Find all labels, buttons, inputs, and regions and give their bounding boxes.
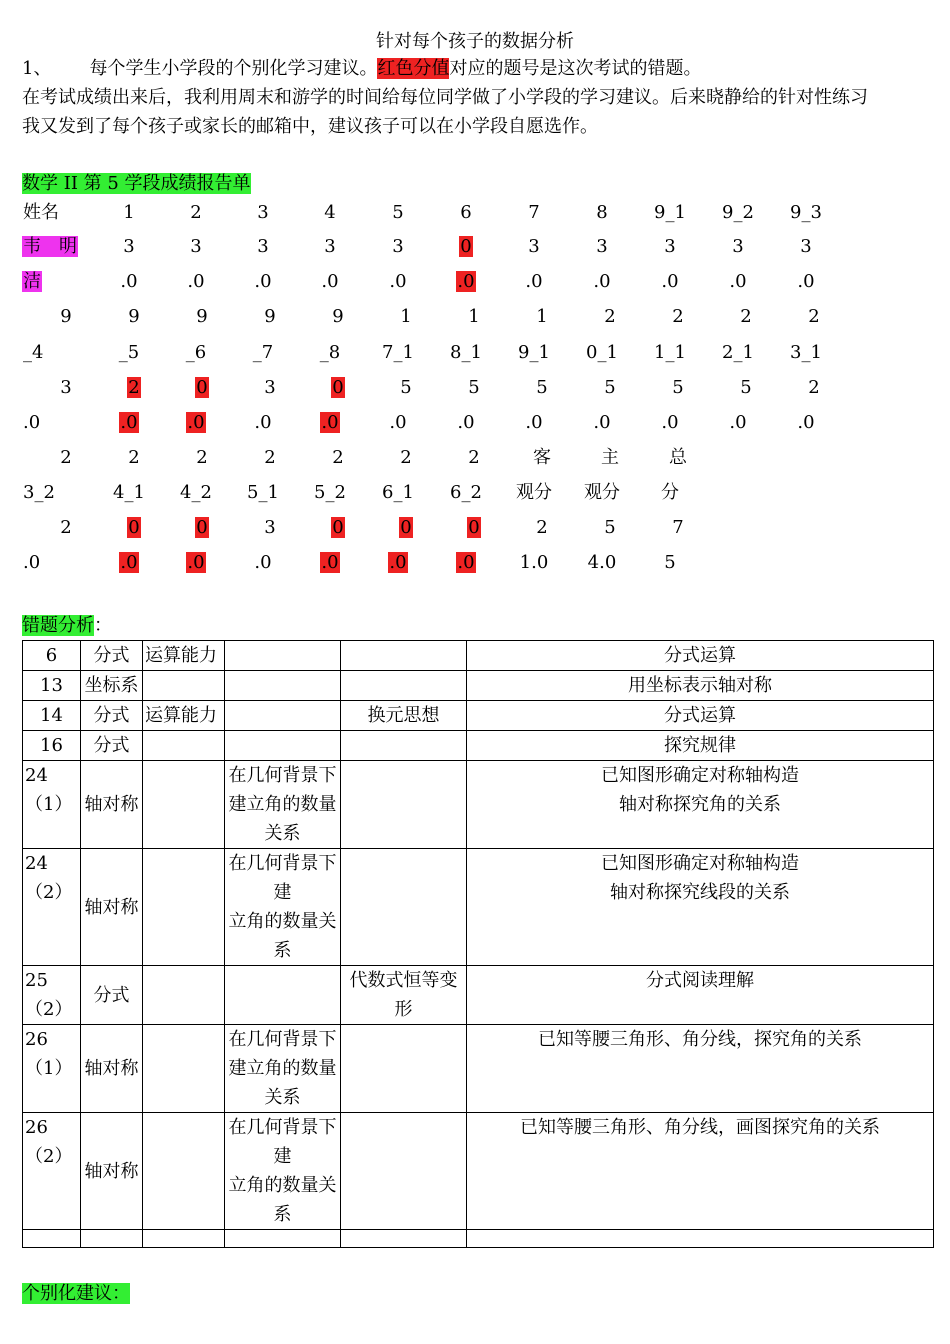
score-cell: 0 bbox=[468, 517, 480, 538]
score-cell: 5 bbox=[604, 377, 616, 398]
score-cell: 2 bbox=[190, 202, 202, 223]
score-cell: 1_1 bbox=[654, 342, 686, 363]
score-cell: _6 bbox=[185, 342, 207, 363]
error-cell bbox=[341, 1113, 467, 1230]
error-cell bbox=[225, 731, 341, 761]
error-cell: 探究规律 bbox=[467, 731, 934, 761]
score-cell: 5 bbox=[672, 377, 684, 398]
intro-line-2: 在考试成绩出来后，我利用周末和游学的时间给每位同学做了小学段的学习建议。后来晓静给的针对性练习 bbox=[22, 87, 868, 108]
error-cell: 分式阅读理解 bbox=[467, 966, 934, 1025]
score-cell: 2 bbox=[264, 447, 276, 468]
score-cell: 3 bbox=[264, 517, 276, 538]
score-cell: 2 bbox=[60, 447, 72, 468]
score-cell: 9 bbox=[128, 306, 140, 327]
score-cell: .0 bbox=[120, 412, 138, 433]
intro-line-1 bbox=[22, 57, 701, 81]
error-cell bbox=[143, 1113, 225, 1230]
score-cell: 6_1 bbox=[382, 482, 414, 503]
score-cell: .0 bbox=[661, 271, 679, 292]
error-row bbox=[23, 1230, 934, 1248]
individual-advice-heading: 个别化建议： bbox=[22, 1283, 130, 1304]
score-cell: 3 bbox=[264, 377, 276, 398]
score-cell: 3 bbox=[324, 236, 336, 257]
score-cell: 9 bbox=[264, 306, 276, 327]
score-cell: 韦 明 bbox=[23, 236, 77, 257]
red-score-label: 红色分值 bbox=[377, 58, 450, 79]
score-cell: 1 bbox=[468, 306, 480, 327]
score-cell: 9 bbox=[332, 306, 344, 327]
score-cell: .0 bbox=[457, 412, 475, 433]
score-cell: 5_1 bbox=[247, 482, 279, 503]
score-cell: 5_2 bbox=[314, 482, 346, 503]
error-cell: 轴对称 bbox=[81, 761, 143, 849]
error-cell bbox=[467, 1230, 934, 1248]
score-cell: .0 bbox=[321, 271, 339, 292]
score-cell: 总 bbox=[669, 447, 687, 468]
error-row bbox=[23, 671, 934, 701]
score-cell: 9_3 bbox=[790, 202, 822, 223]
score-cell: 0 bbox=[196, 517, 208, 538]
score-cell: 0 bbox=[332, 377, 344, 398]
intro-number: 1、 bbox=[22, 58, 52, 79]
error-cell: 轴对称 bbox=[81, 849, 143, 966]
score-cell: 2 bbox=[808, 306, 820, 327]
error-cell: 14 bbox=[23, 701, 81, 731]
error-cell: 6 bbox=[23, 641, 81, 671]
score-cell: 观分 bbox=[516, 482, 552, 503]
error-cell: 已知图形确定对称轴构造 轴对称探究角的关系 bbox=[467, 761, 934, 849]
error-analysis-table bbox=[22, 640, 934, 1248]
error-cell: 已知等腰三角形、角分线，画图探究角的关系 bbox=[467, 1113, 934, 1230]
error-cell: 用坐标表示轴对称 bbox=[467, 671, 934, 701]
score-cell: .0 bbox=[525, 271, 543, 292]
score-cell: 3 bbox=[190, 236, 202, 257]
score-cell: _5 bbox=[118, 342, 140, 363]
error-cell: 分式 bbox=[81, 701, 143, 731]
score-cell: .0 bbox=[729, 412, 747, 433]
score-cell: 6 bbox=[460, 202, 472, 223]
error-row bbox=[23, 731, 934, 761]
score-cell: 3 bbox=[732, 236, 744, 257]
score-cell: 2 bbox=[128, 447, 140, 468]
error-cell: 16 bbox=[23, 731, 81, 761]
error-cell bbox=[143, 1230, 225, 1248]
error-cell bbox=[225, 1230, 341, 1248]
error-row bbox=[23, 966, 934, 1025]
score-cell: 5 bbox=[392, 202, 404, 223]
error-cell: 在几何背景下建立角的数量关系 bbox=[225, 761, 341, 849]
error-cell bbox=[143, 849, 225, 966]
error-cell: 24（1） bbox=[23, 761, 81, 849]
error-cell: 24（2） bbox=[23, 849, 81, 966]
score-cell: 3 bbox=[392, 236, 404, 257]
error-cell: 轴对称 bbox=[81, 1025, 143, 1113]
error-cell bbox=[341, 1025, 467, 1113]
score-cell: 洁 bbox=[23, 271, 41, 292]
error-cell bbox=[341, 849, 467, 966]
score-cell: .0 bbox=[187, 271, 205, 292]
score-cell: 5 bbox=[400, 377, 412, 398]
error-cell bbox=[143, 731, 225, 761]
error-cell: 分式 bbox=[81, 641, 143, 671]
score-cell: 3 bbox=[60, 377, 72, 398]
score-cell: 9_2 bbox=[722, 202, 754, 223]
score-cell: .0 bbox=[321, 552, 339, 573]
score-cell: 4.0 bbox=[587, 552, 617, 573]
error-cell: 26（2） bbox=[23, 1113, 81, 1230]
score-cell: 7_1 bbox=[382, 342, 414, 363]
intro-line-3: 我又发到了每个孩子或家长的邮箱中，建议孩子可以在小学段自愿选作。 bbox=[22, 116, 598, 137]
score-cell: .0 bbox=[661, 412, 679, 433]
score-cell: 3 bbox=[800, 236, 812, 257]
error-row bbox=[23, 1025, 934, 1113]
error-cell bbox=[143, 966, 225, 1025]
score-cell: 4 bbox=[324, 202, 336, 223]
error-row bbox=[23, 1113, 934, 1230]
score-cell: .0 bbox=[389, 271, 407, 292]
score-cell: .0 bbox=[457, 271, 475, 292]
score-cell: .0 bbox=[389, 552, 407, 573]
error-cell bbox=[341, 641, 467, 671]
error-cell bbox=[225, 701, 341, 731]
score-cell: 3 bbox=[123, 236, 135, 257]
score-cell: 主 bbox=[601, 447, 619, 468]
score-cell: 8 bbox=[596, 202, 608, 223]
error-row bbox=[23, 761, 934, 849]
score-cell: 0 bbox=[400, 517, 412, 538]
score-cell: 8_1 bbox=[450, 342, 482, 363]
score-cell: 2 bbox=[808, 377, 820, 398]
score-cell: .0 bbox=[254, 271, 272, 292]
error-cell: 代数式恒等变形 bbox=[341, 966, 467, 1025]
score-cell: 2 bbox=[128, 377, 140, 398]
error-cell bbox=[341, 731, 467, 761]
score-cell: _8 bbox=[319, 342, 341, 363]
error-cell bbox=[341, 671, 467, 701]
score-cell: .0 bbox=[593, 271, 611, 292]
score-cell: 2 bbox=[332, 447, 344, 468]
score-cell: 3 bbox=[257, 236, 269, 257]
score-cell: 分 bbox=[661, 482, 679, 503]
score-cell: .0 bbox=[187, 412, 205, 433]
error-cell bbox=[225, 641, 341, 671]
score-cell: 7 bbox=[672, 517, 684, 538]
score-cell: 2 bbox=[604, 306, 616, 327]
score-cell: 9 bbox=[60, 306, 72, 327]
error-row bbox=[23, 701, 934, 731]
error-cell bbox=[225, 671, 341, 701]
error-cell: 在几何背景下建立角的数量关系 bbox=[225, 1025, 341, 1113]
score-cell: 0 bbox=[460, 236, 472, 257]
score-cell: 3_1 bbox=[790, 342, 822, 363]
score-cell: 1 bbox=[536, 306, 548, 327]
error-cell: 分式运算 bbox=[467, 641, 934, 671]
score-cell: 5 bbox=[468, 377, 480, 398]
error-analysis-heading: 错题分析： bbox=[22, 615, 112, 636]
score-cell: 9 bbox=[196, 306, 208, 327]
error-cell bbox=[81, 1230, 143, 1248]
score-cell: 2 bbox=[672, 306, 684, 327]
error-cell bbox=[143, 1025, 225, 1113]
error-cell bbox=[225, 966, 341, 1025]
score-cell: 2 bbox=[400, 447, 412, 468]
error-cell bbox=[143, 671, 225, 701]
score-cell: 4_1 bbox=[113, 482, 145, 503]
score-cell: 4_2 bbox=[180, 482, 212, 503]
score-cell: 0_1 bbox=[586, 342, 618, 363]
score-cell: 客 bbox=[533, 447, 551, 468]
score-cell: 1 bbox=[400, 306, 412, 327]
score-cell: 2 bbox=[740, 306, 752, 327]
score-cell: 观分 bbox=[584, 482, 620, 503]
error-cell: 运算能力 bbox=[143, 701, 225, 731]
score-cell: .0 bbox=[389, 412, 407, 433]
score-cell: .0 bbox=[457, 552, 475, 573]
score-cell: 3 bbox=[596, 236, 608, 257]
score-cell: .0 bbox=[120, 271, 138, 292]
score-cell: 2 bbox=[60, 517, 72, 538]
score-cell: 2 bbox=[468, 447, 480, 468]
score-cell: 1.0 bbox=[519, 552, 549, 573]
error-row bbox=[23, 849, 934, 966]
error-cell: 25（2） bbox=[23, 966, 81, 1025]
error-cell: 运算能力 bbox=[143, 641, 225, 671]
score-cell: 2_1 bbox=[722, 342, 754, 363]
report-title: 数学 II 第 5 学段成绩报告单 bbox=[22, 173, 251, 194]
error-cell: 13 bbox=[23, 671, 81, 701]
score-cell: _4 bbox=[23, 342, 44, 363]
page-title: 针对每个孩子的数据分析 bbox=[376, 31, 574, 52]
error-cell bbox=[23, 1230, 81, 1248]
score-cell: 0 bbox=[196, 377, 208, 398]
score-cell: .0 bbox=[254, 412, 272, 433]
error-cell: 轴对称 bbox=[81, 1113, 143, 1230]
error-cell: 分式 bbox=[81, 966, 143, 1025]
score-cell: 2 bbox=[536, 517, 548, 538]
score-cell: .0 bbox=[23, 412, 41, 433]
score-cell: 9_1 bbox=[518, 342, 550, 363]
error-cell: 在几何背景下建 立角的数量关系 bbox=[225, 849, 341, 966]
score-cell: 3 bbox=[528, 236, 540, 257]
intro-text: 每个学生小学段的个别化学习建议。 bbox=[89, 58, 378, 79]
score-cell: 0 bbox=[128, 517, 140, 538]
score-cell: .0 bbox=[797, 271, 815, 292]
score-cell: .0 bbox=[593, 412, 611, 433]
score-cell: .0 bbox=[525, 412, 543, 433]
score-cell: 3_2 bbox=[23, 482, 55, 503]
score-cell: 5 bbox=[664, 552, 676, 573]
score-cell: .0 bbox=[120, 552, 138, 573]
score-cell: 姓名 bbox=[23, 202, 59, 223]
score-cell: 5 bbox=[740, 377, 752, 398]
error-cell bbox=[143, 761, 225, 849]
error-cell: 在几何背景下建 立角的数量关系 bbox=[225, 1113, 341, 1230]
score-cell: 3 bbox=[664, 236, 676, 257]
score-cell: 2 bbox=[196, 447, 208, 468]
score-cell: 7 bbox=[528, 202, 540, 223]
score-cell: 0 bbox=[332, 517, 344, 538]
score-cell: .0 bbox=[797, 412, 815, 433]
error-cell: 已知等腰三角形、角分线，探究角的关系 bbox=[467, 1025, 934, 1113]
error-cell: 分式运算 bbox=[467, 701, 934, 731]
error-cell: 已知图形确定对称轴构造 轴对称探究线段的关系 bbox=[467, 849, 934, 966]
error-cell bbox=[341, 1230, 467, 1248]
score-cell: .0 bbox=[729, 271, 747, 292]
score-cell: _7 bbox=[252, 342, 274, 363]
error-cell: 分式 bbox=[81, 731, 143, 761]
score-cell: 3 bbox=[257, 202, 269, 223]
score-cell: 5 bbox=[604, 517, 616, 538]
score-cell: 5 bbox=[536, 377, 548, 398]
error-cell bbox=[341, 761, 467, 849]
score-cell: .0 bbox=[23, 552, 41, 573]
score-cell: .0 bbox=[187, 552, 205, 573]
error-cell: 26（1） bbox=[23, 1025, 81, 1113]
score-cell: .0 bbox=[321, 412, 339, 433]
score-cell: .0 bbox=[254, 552, 272, 573]
error-cell: 换元思想 bbox=[341, 701, 467, 731]
score-cell: 9_1 bbox=[654, 202, 686, 223]
score-cell: 6_2 bbox=[450, 482, 482, 503]
error-row bbox=[23, 641, 934, 671]
error-cell: 坐标系 bbox=[81, 671, 143, 701]
score-cell: 1 bbox=[123, 202, 135, 223]
intro-text-tail: 对应的题号是这次考试的错题。 bbox=[449, 58, 702, 79]
